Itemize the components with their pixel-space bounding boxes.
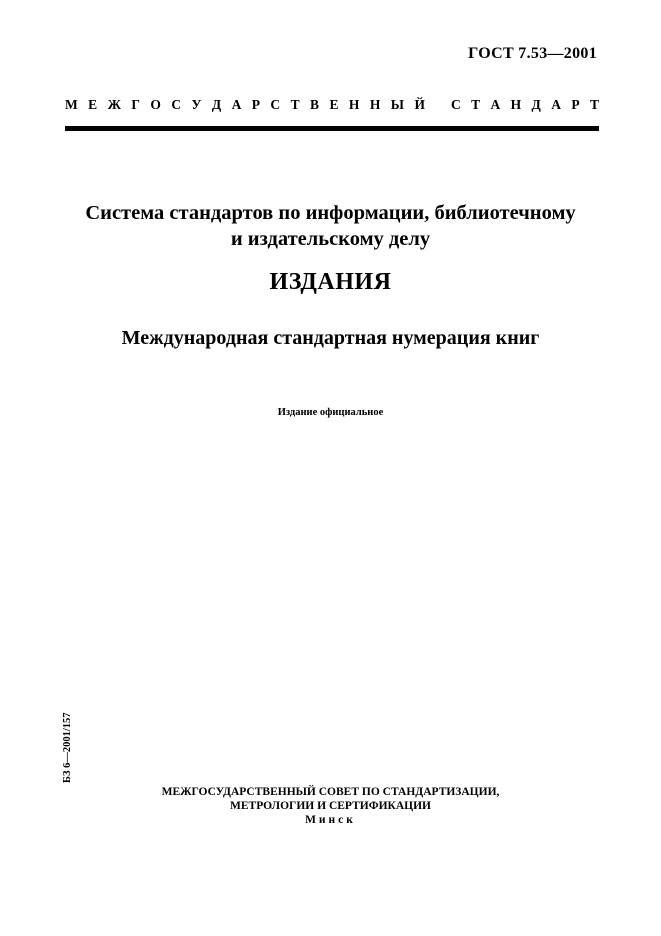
- banner-letter: О: [150, 97, 161, 112]
- series-title-line-1: Система стандартов по информации, библиотечному: [85, 202, 576, 224]
- banner-letter: Д: [211, 97, 222, 112]
- document-number: ГОСТ 7.53—2001: [468, 45, 597, 62]
- banner-letter: А: [490, 97, 501, 112]
- banner-letter: С: [171, 97, 182, 112]
- banner-letter: А: [231, 97, 242, 112]
- banner-letter: У: [191, 97, 202, 112]
- subtitle: Международная стандартная нумерация книг: [121, 327, 540, 349]
- header-rule: [65, 126, 599, 131]
- banner-letter: Р: [251, 97, 260, 112]
- banner-letter: А: [551, 97, 561, 112]
- banner-letter: Е: [329, 97, 339, 112]
- edition-note: Издание официальное: [277, 407, 384, 418]
- banner-letter: Ы: [390, 97, 405, 112]
- banner-letter: Й: [414, 97, 425, 112]
- banner-letter: С: [270, 97, 281, 112]
- publisher-line-2: МЕТРОЛОГИИ И СЕРТИФИКАЦИИ: [230, 800, 431, 812]
- banner-letter: Н: [348, 97, 360, 112]
- main-title: ИЗДАНИЯ: [269, 269, 392, 295]
- banner-letter: М: [65, 97, 78, 112]
- banner-word-standard: [451, 97, 599, 113]
- publisher-block: [0, 785, 661, 827]
- banner-letter: Г: [131, 97, 140, 112]
- publisher-line-1: МЕЖГОСУДАРСТВЕННЫЙ СОВЕТ ПО СТАНДАРТИЗАЦИИ,: [161, 786, 500, 798]
- banner-letter: Р: [571, 97, 580, 112]
- banner-letter: Т: [471, 97, 481, 112]
- side-code: БЗ 6—2001/157: [62, 712, 73, 783]
- banner-letter: В: [310, 97, 320, 112]
- banner-letter: С: [451, 97, 461, 112]
- banner-letter: Т: [290, 97, 300, 112]
- banner-word-interstate: [65, 97, 425, 113]
- header-banner: [65, 97, 599, 113]
- publisher-city: Минск: [305, 814, 356, 826]
- banner-letter: Ж: [107, 97, 121, 112]
- series-title: [0, 200, 661, 252]
- banner-letter: Е: [88, 97, 98, 112]
- banner-letter: Н: [510, 97, 522, 112]
- banner-letter: Н: [369, 97, 381, 112]
- banner-letter: Т: [589, 97, 599, 112]
- banner-letter: Д: [531, 97, 541, 112]
- series-title-line-2: и издательскому делу: [230, 228, 431, 250]
